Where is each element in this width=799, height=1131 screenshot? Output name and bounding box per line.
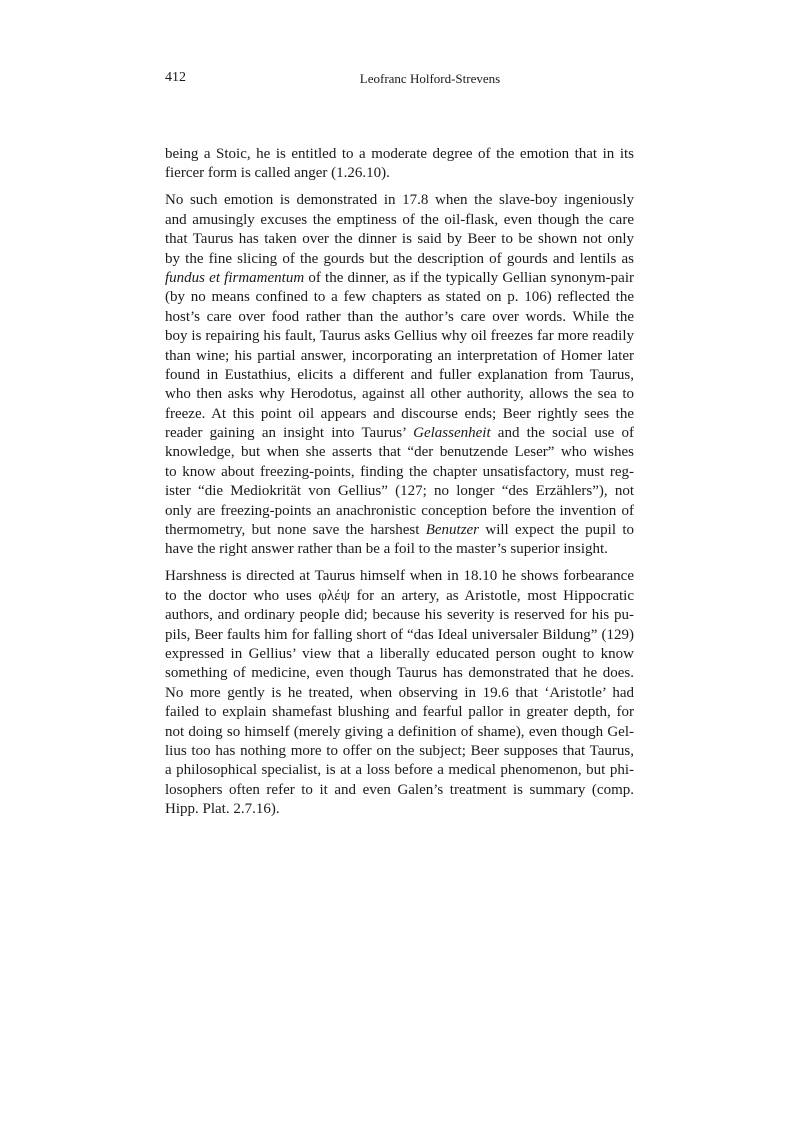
text-line bbox=[165, 230, 634, 249]
text-segment: Hipp. Plat. 2.7.16). bbox=[165, 801, 280, 818]
italic-text: Benutzer bbox=[425, 522, 480, 539]
text-line bbox=[165, 250, 634, 269]
text-segment: freeze. At this point oil appears and discourse ends; Beer rightly sees the bbox=[165, 405, 634, 422]
text-line bbox=[165, 761, 634, 780]
text-segment: will expect the pupil to bbox=[479, 522, 634, 539]
text-segment: knowledge, but when she asserts that “der benutzende Leser” who wishes bbox=[165, 444, 634, 461]
text-line bbox=[165, 626, 634, 645]
text-line bbox=[165, 606, 634, 625]
text-line bbox=[165, 684, 634, 703]
text-line bbox=[165, 288, 634, 307]
text-segment: a philosophical specialist, is at a loss before a medical phenomenon, but phi- bbox=[165, 762, 634, 779]
text-segment: and the social use of bbox=[490, 425, 634, 442]
text-segment: boy is repairing his fault, Taurus asks Gellius why oil freezes far more readily bbox=[165, 328, 634, 345]
text-segment: thermometry, but none save the harshest bbox=[165, 522, 426, 539]
text-line bbox=[165, 366, 634, 385]
text-segment: to know about freezing-points, finding the chapter unsatisfactory, must reg- bbox=[165, 463, 634, 480]
text-line bbox=[165, 424, 634, 443]
text-segment: of the dinner, as if the typically Gellian synonym-pair bbox=[304, 269, 635, 286]
text-segment: authors, and ordinary people did; because his severity is reserved for his pu- bbox=[165, 607, 634, 624]
text-line bbox=[165, 742, 634, 761]
text-segment: ister “die Mediokrität von Gellius” (127; no longer “des Erzählers”), not bbox=[165, 483, 634, 500]
text-line bbox=[165, 347, 634, 366]
text-line bbox=[165, 521, 634, 540]
page-number: 412 bbox=[165, 70, 186, 85]
text-segment: failed to explain shamefast blushing and fearful pallor in greater depth, for bbox=[165, 704, 634, 721]
text-line bbox=[165, 587, 634, 606]
text-segment: pils, Beer faults him for falling short of “das Ideal universaler Bildung” (129) bbox=[165, 626, 634, 643]
text-segment: losophers often refer to it and even Galen’s treatment is summary (comp. bbox=[165, 781, 634, 798]
text-segment: host’s care over food rather than the author’s care over words. While the bbox=[165, 308, 634, 325]
italic-text: Gelassenheit bbox=[413, 425, 491, 442]
text-line bbox=[165, 567, 634, 586]
text-segment: (by no means confined to a few chapters as stated on p. 106) reflected the bbox=[165, 289, 634, 306]
italic-text: fundus et firmamentum bbox=[165, 269, 305, 286]
text-line bbox=[165, 164, 634, 183]
paragraph bbox=[165, 191, 634, 559]
text-line bbox=[165, 664, 634, 683]
text-line bbox=[165, 781, 634, 800]
text-segment: expressed in Gellius’ view that a liberally educated person ought to know bbox=[165, 645, 634, 662]
text-line bbox=[165, 482, 634, 501]
text-line bbox=[165, 327, 634, 346]
text-segment: who then asks why Herodotus, against all other authority, allows the sea to bbox=[165, 386, 634, 403]
running-head: Leofranc Holford-Strevens bbox=[359, 71, 501, 86]
text-line bbox=[165, 405, 634, 424]
text-line bbox=[165, 703, 634, 722]
text-line bbox=[165, 723, 634, 742]
body-text bbox=[165, 145, 634, 827]
text-segment: No more gently is he treated, when observing in 19.6 that ‘Aristotle’ had bbox=[165, 684, 634, 701]
paragraph bbox=[165, 567, 634, 819]
text-segment: that Taurus has taken over the dinner is said by Beer to be shown not only bbox=[165, 231, 634, 248]
text-segment: and amusingly excuses the emptiness of the oil-flask, even though the care bbox=[165, 211, 634, 228]
text-line bbox=[165, 443, 634, 462]
text-segment: No such emotion is demonstrated in 17.8 when the slave-boy ingeniously bbox=[165, 192, 634, 209]
text-line bbox=[165, 463, 634, 482]
text-segment: than wine; his partial answer, incorporating an interpretation of Homer later bbox=[165, 347, 634, 364]
text-segment: fiercer form is called anger (1.26.10). bbox=[165, 165, 390, 182]
text-segment: have the right answer rather than be a foil to the master’s superior insight. bbox=[165, 541, 608, 558]
paragraph bbox=[165, 145, 634, 184]
text-segment: something of medicine, even though Taurus has demonstrated that he does. bbox=[165, 665, 634, 682]
text-segment: only are freezing-points an anachronistic conception before the invention of bbox=[165, 502, 634, 519]
text-line bbox=[165, 191, 634, 210]
text-segment: being a Stoic, he is entitled to a moderate degree of the emotion that in its bbox=[165, 146, 634, 162]
text-segment: reader gaining an insight into Taurus’ bbox=[165, 425, 414, 442]
text-segment: not doing so himself (merely giving a definition of shame), even though Gel- bbox=[165, 723, 634, 740]
text-segment: lius too has nothing more to offer on the subject; Beer supposes that Taurus, bbox=[165, 742, 634, 759]
text-line bbox=[165, 540, 634, 559]
text-segment: by the fine slicing of the gourds but the description of gourds and lentils as bbox=[165, 250, 634, 267]
text-line bbox=[165, 645, 634, 664]
text-line bbox=[165, 502, 634, 521]
text-line bbox=[165, 211, 634, 230]
text-segment: Harshness is directed at Taurus himself when in 18.10 he shows forbearance bbox=[165, 568, 634, 585]
text-line bbox=[165, 269, 634, 288]
text-line bbox=[165, 800, 634, 819]
text-segment: found in Eustathius, elicits a different and fuller explanation from Taurus, bbox=[165, 366, 634, 383]
text-line bbox=[165, 308, 634, 327]
text-line bbox=[165, 385, 634, 404]
text-segment: to the doctor who uses φλέψ for an artery, as Aristotle, most Hippocratic bbox=[165, 587, 634, 604]
text-line bbox=[165, 145, 634, 164]
